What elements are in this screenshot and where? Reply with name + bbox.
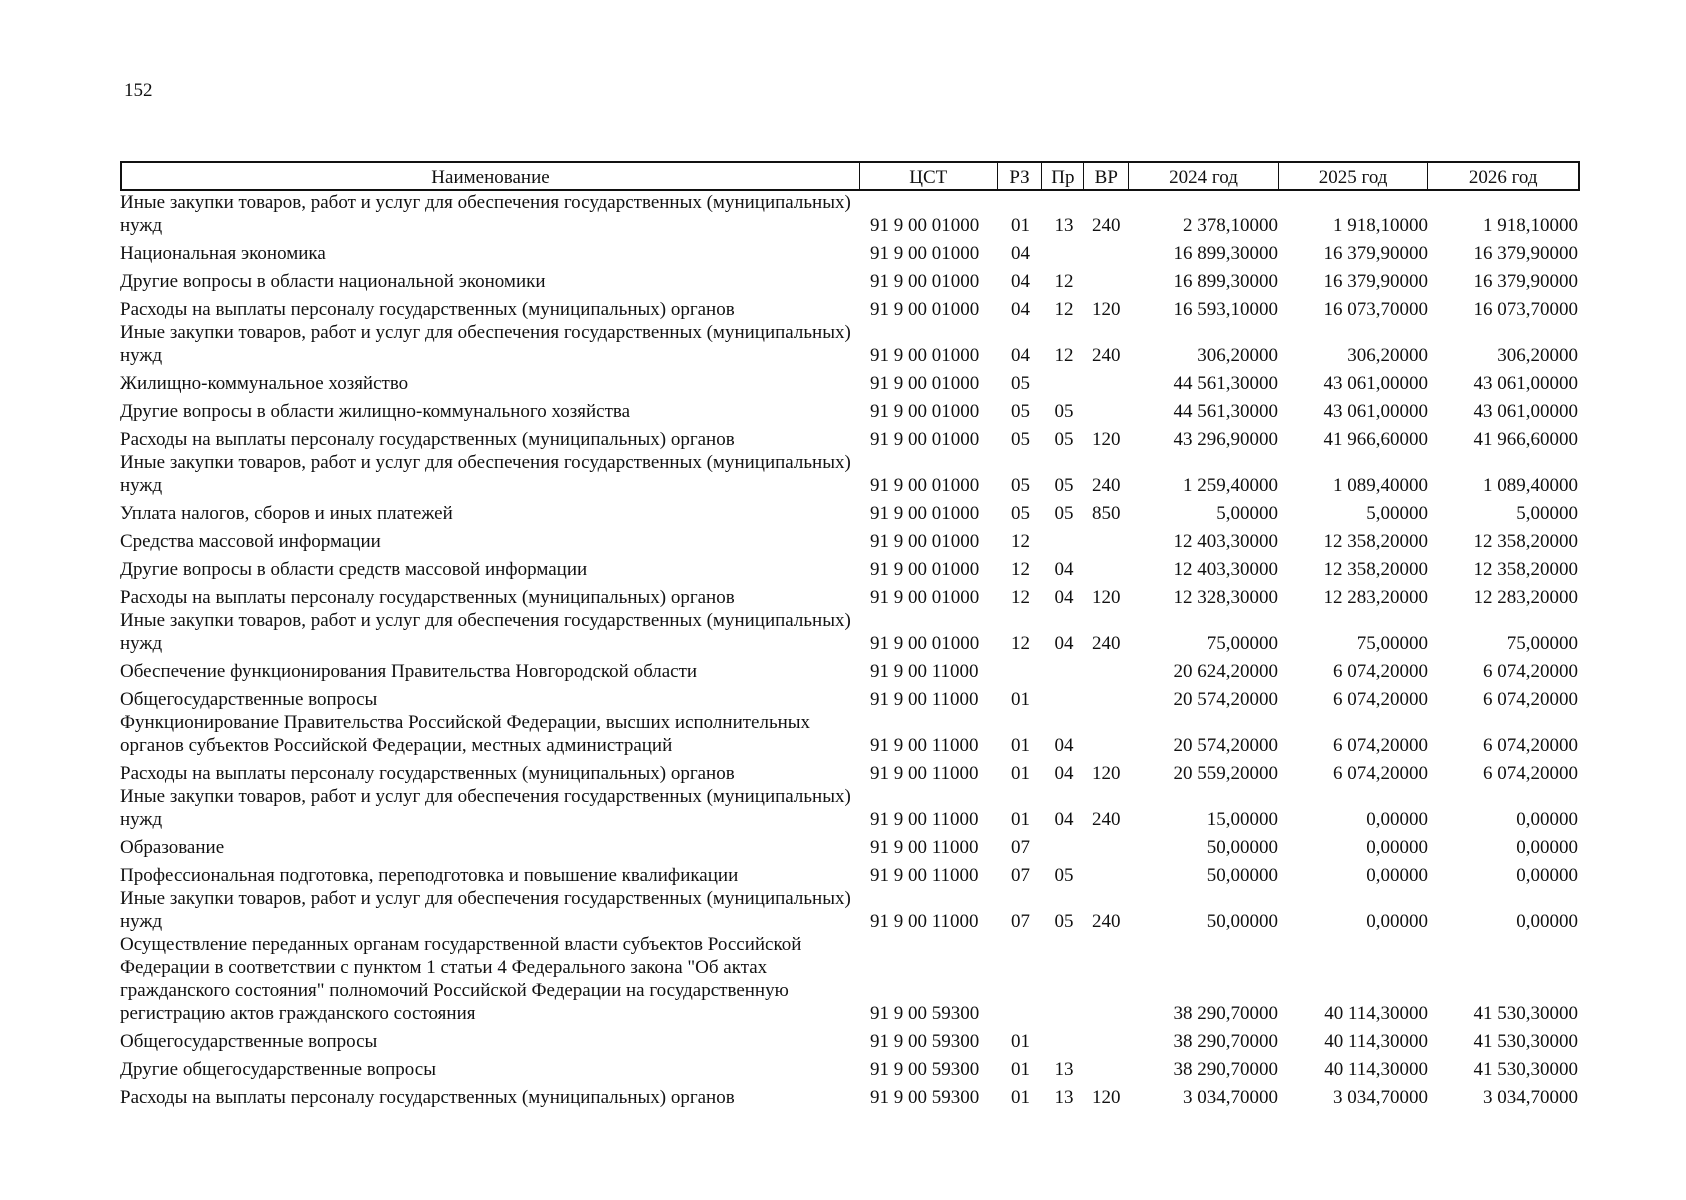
row-2026: 5,00000	[1516, 503, 1578, 524]
row-2026: 41 530,30000	[1473, 1059, 1578, 1080]
row-name: Профессиональная подготовка, переподготовка и повышение квалификации	[120, 865, 739, 886]
row-2026: 6 074,20000	[1483, 689, 1578, 710]
row-name: Функционирование Правительства Российской Федерации, высших исполнительных органов субъектов Российской Федерации, местных администраций	[120, 712, 811, 756]
row-cst: 91 9 00 59300	[870, 1003, 980, 1024]
row-2025: 6 074,20000	[1333, 735, 1428, 756]
row-rz: 01	[1011, 689, 1030, 710]
row-name: Иные закупки товаров, работ и услуг для обеспечения государственных (муниципальных) нужд	[120, 786, 851, 830]
table-row	[120, 293, 1580, 321]
row-2026: 6 074,20000	[1483, 763, 1578, 784]
row-2024: 16 899,30000	[1173, 271, 1278, 292]
row-vr: 240	[1092, 215, 1121, 236]
row-rz: 04	[1011, 271, 1030, 292]
row-2026: 16 073,70000	[1473, 299, 1578, 320]
row-pr: 12	[1054, 345, 1074, 366]
row-pr: 04	[1054, 587, 1074, 608]
row-name: Иные закупки товаров, работ и услуг для обеспечения государственных (муниципальных) нужд	[120, 192, 851, 236]
row-cst: 91 9 00 59300	[870, 1059, 980, 1080]
table-row	[120, 757, 1580, 785]
row-name: Национальная экономика	[120, 243, 326, 264]
row-pr: 04	[1054, 809, 1074, 830]
row-name: Осуществление переданных органам государственной власти субъектов Российской Федерации в соответствии с пунктом 1 статьи 4 Федерального закона "Об актах гражданского состояния" полномочий Российской Федерации на государственную регистрацию актов гражданского состояния	[120, 934, 802, 1024]
row-cst: 91 9 00 11000	[870, 735, 979, 756]
row-2024: 50,00000	[1206, 837, 1278, 858]
row-2024: 16 899,30000	[1173, 243, 1278, 264]
row-2026: 0,00000	[1516, 865, 1578, 886]
row-cst: 91 9 00 01000	[870, 243, 980, 264]
row-pr: 04	[1054, 633, 1074, 654]
row-rz: 12	[1011, 559, 1030, 580]
row-name: Расходы на выплаты персоналу государственных (муниципальных) органов	[120, 429, 735, 450]
row-2025: 43 061,00000	[1323, 373, 1428, 394]
header-vr: ВР	[1084, 163, 1129, 189]
row-cst: 91 9 00 59300	[870, 1031, 980, 1052]
table-row	[120, 831, 1580, 859]
row-pr: 04	[1054, 735, 1074, 756]
row-cst: 91 9 00 01000	[870, 271, 980, 292]
table-row	[120, 785, 1580, 831]
table-row	[120, 683, 1580, 711]
row-2026: 1 918,10000	[1483, 215, 1578, 236]
row-pr: 04	[1054, 559, 1074, 580]
row-2025: 40 114,30000	[1324, 1031, 1428, 1052]
row-cst: 91 9 00 01000	[870, 531, 980, 552]
row-pr: 13	[1054, 1087, 1074, 1108]
table-row	[120, 859, 1580, 887]
row-cst: 91 9 00 11000	[870, 661, 979, 682]
page-number: 152	[124, 80, 153, 101]
row-2026: 1 089,40000	[1483, 475, 1578, 496]
table-row	[120, 655, 1580, 683]
row-2026: 12 358,20000	[1473, 559, 1578, 580]
row-2024: 12 328,30000	[1173, 587, 1278, 608]
row-cst: 91 9 00 01000	[870, 401, 980, 422]
row-cst: 91 9 00 11000	[870, 689, 979, 710]
table-row	[120, 1081, 1580, 1109]
row-2025: 5,00000	[1366, 503, 1428, 524]
row-name: Другие общегосударственные вопросы	[120, 1059, 436, 1080]
row-2026: 41 966,60000	[1473, 429, 1578, 450]
row-name: Жилищно-коммунальное хозяйство	[120, 373, 409, 394]
header-cst: ЦСТ	[860, 163, 998, 189]
header-2025: 2025 год	[1279, 163, 1429, 189]
header-2024: 2024 год	[1129, 163, 1279, 189]
row-rz: 01	[1011, 763, 1030, 784]
row-cst: 91 9 00 11000	[870, 763, 979, 784]
row-name: Расходы на выплаты персоналу государственных (муниципальных) органов	[120, 763, 735, 784]
row-2024: 3 034,70000	[1183, 1087, 1278, 1108]
row-cst: 91 9 00 11000	[870, 865, 979, 886]
row-rz: 12	[1011, 633, 1030, 654]
table-row	[120, 367, 1580, 395]
row-cst: 91 9 00 01000	[870, 373, 980, 394]
header-2026: 2026 год	[1468, 167, 1538, 188]
row-2026: 0,00000	[1516, 809, 1578, 830]
row-2025: 0,00000	[1366, 809, 1428, 830]
row-vr: 120	[1092, 587, 1121, 608]
table-row	[120, 237, 1580, 265]
row-2026: 75,00000	[1506, 633, 1578, 654]
row-cst: 91 9 00 01000	[870, 215, 980, 236]
row-cst: 91 9 00 11000	[870, 837, 979, 858]
row-rz: 04	[1011, 345, 1030, 366]
row-2024: 20 559,20000	[1173, 763, 1278, 784]
row-pr: 05	[1054, 911, 1074, 932]
row-rz: 07	[1011, 837, 1030, 858]
row-pr: 12	[1054, 299, 1074, 320]
row-rz: 05	[1011, 503, 1030, 524]
row-rz: 05	[1011, 475, 1030, 496]
row-rz: 05	[1011, 373, 1030, 394]
row-2024: 38 290,70000	[1173, 1059, 1278, 1080]
row-name: Иные закупки товаров, работ и услуг для обеспечения государственных (муниципальных) нужд	[120, 452, 851, 496]
row-2026: 16 379,90000	[1473, 243, 1578, 264]
row-vr: 120	[1092, 429, 1121, 450]
row-2025: 3 034,70000	[1333, 1087, 1428, 1108]
row-2025: 16 379,90000	[1323, 243, 1428, 264]
table-row	[120, 887, 1580, 933]
table-body	[120, 191, 1580, 1109]
row-pr: 05	[1054, 865, 1074, 886]
row-vr: 120	[1092, 763, 1121, 784]
table-row	[120, 497, 1580, 525]
row-rz: 01	[1011, 215, 1030, 236]
row-vr: 850	[1092, 503, 1121, 524]
row-2025: 6 074,20000	[1333, 763, 1428, 784]
table-row	[120, 265, 1580, 293]
row-pr: 05	[1054, 429, 1074, 450]
row-vr: 120	[1092, 1087, 1121, 1108]
row-name: Иные закупки товаров, работ и услуг для обеспечения государственных (муниципальных) нужд	[120, 610, 851, 654]
row-cst: 91 9 00 11000	[870, 911, 979, 932]
row-2025: 75,00000	[1356, 633, 1428, 654]
table-row	[120, 451, 1580, 497]
row-name: Обеспечение функционирования Правительства Новгородской области	[120, 661, 698, 682]
row-pr: 04	[1054, 763, 1074, 784]
header-pr: Пр	[1042, 163, 1084, 189]
row-name: Средства массовой информации	[120, 531, 381, 552]
row-2024: 2 378,10000	[1183, 215, 1278, 236]
row-2025: 0,00000	[1366, 911, 1428, 932]
row-vr: 240	[1092, 809, 1121, 830]
row-cst: 91 9 00 59300	[870, 1087, 980, 1108]
row-cst: 91 9 00 01000	[870, 429, 980, 450]
row-pr: 13	[1054, 215, 1074, 236]
row-2025: 1 089,40000	[1333, 475, 1428, 496]
row-rz: 01	[1011, 1031, 1030, 1052]
row-2024: 43 296,90000	[1173, 429, 1278, 450]
row-2025: 12 358,20000	[1323, 559, 1428, 580]
row-2025: 0,00000	[1366, 837, 1428, 858]
row-rz: 07	[1011, 911, 1030, 932]
row-2025: 0,00000	[1366, 865, 1428, 886]
table-header	[120, 161, 1580, 191]
row-cst: 91 9 00 01000	[870, 559, 980, 580]
row-vr: 120	[1092, 299, 1121, 320]
row-2025: 306,20000	[1347, 345, 1428, 366]
row-2026: 3 034,70000	[1483, 1087, 1578, 1108]
row-cst: 91 9 00 01000	[870, 587, 980, 608]
row-2026: 12 358,20000	[1473, 531, 1578, 552]
row-2024: 12 403,30000	[1173, 559, 1278, 580]
row-cst: 91 9 00 01000	[870, 503, 980, 524]
row-2024: 20 574,20000	[1173, 689, 1278, 710]
header-rz: РЗ	[998, 163, 1043, 189]
row-2026: 0,00000	[1516, 837, 1578, 858]
row-rz: 01	[1011, 1087, 1030, 1108]
row-2024: 306,20000	[1197, 345, 1278, 366]
row-name: Уплата налогов, сборов и иных платежей	[120, 503, 453, 524]
row-name: Образование	[120, 837, 225, 858]
row-vr: 240	[1092, 911, 1121, 932]
row-rz: 05	[1011, 401, 1030, 422]
row-vr: 240	[1092, 475, 1121, 496]
row-2025: 12 358,20000	[1323, 531, 1428, 552]
row-2025: 40 114,30000	[1324, 1003, 1428, 1024]
table-row	[120, 525, 1580, 553]
table-row	[120, 581, 1580, 609]
row-cst: 91 9 00 01000	[870, 475, 980, 496]
row-rz: 05	[1011, 429, 1030, 450]
row-vr: 240	[1092, 633, 1121, 654]
row-2026: 6 074,20000	[1483, 661, 1578, 682]
row-2026: 16 379,90000	[1473, 271, 1578, 292]
row-2024: 15,00000	[1206, 809, 1278, 830]
row-rz: 01	[1011, 735, 1030, 756]
row-2025: 12 283,20000	[1323, 587, 1428, 608]
row-cst: 91 9 00 11000	[870, 809, 979, 830]
row-2024: 38 290,70000	[1173, 1003, 1278, 1024]
table-row	[120, 553, 1580, 581]
row-rz: 01	[1011, 1059, 1030, 1080]
row-name: Расходы на выплаты персоналу государственных (муниципальных) органов	[120, 299, 735, 320]
row-2024: 16 593,10000	[1173, 299, 1278, 320]
row-2024: 12 403,30000	[1173, 531, 1278, 552]
row-2025: 41 966,60000	[1323, 429, 1428, 450]
row-2024: 50,00000	[1206, 865, 1278, 886]
row-2026: 43 061,00000	[1473, 401, 1578, 422]
table-row	[120, 933, 1580, 1025]
row-2024: 50,00000	[1206, 911, 1278, 932]
row-name: Общегосударственные вопросы	[120, 1031, 378, 1052]
header-name: Наименование	[122, 163, 860, 189]
row-2026: 41 530,30000	[1473, 1031, 1578, 1052]
row-2024: 20 624,20000	[1173, 661, 1278, 682]
row-2024: 1 259,40000	[1183, 475, 1278, 496]
row-2024: 44 561,30000	[1173, 401, 1278, 422]
row-2026: 12 283,20000	[1473, 587, 1578, 608]
row-2025: 1 918,10000	[1333, 215, 1428, 236]
row-pr: 05	[1054, 475, 1074, 496]
row-2024: 20 574,20000	[1173, 735, 1278, 756]
row-pr: 12	[1054, 271, 1074, 292]
row-2025: 40 114,30000	[1324, 1059, 1428, 1080]
row-2024: 5,00000	[1216, 503, 1278, 524]
row-rz: 04	[1011, 299, 1030, 320]
row-rz: 01	[1011, 809, 1030, 830]
row-2026: 0,00000	[1516, 911, 1578, 932]
row-name: Иные закупки товаров, работ и услуг для обеспечения государственных (муниципальных) нужд	[120, 322, 851, 366]
row-vr: 240	[1092, 345, 1121, 366]
row-2026: 6 074,20000	[1483, 735, 1578, 756]
row-2024: 44 561,30000	[1173, 373, 1278, 394]
row-name: Иные закупки товаров, работ и услуг для обеспечения государственных (муниципальных) нужд	[120, 888, 851, 932]
row-rz: 12	[1011, 531, 1030, 552]
row-pr: 05	[1054, 503, 1074, 524]
row-name: Общегосударственные вопросы	[120, 689, 378, 710]
row-name: Расходы на выплаты персоналу государственных (муниципальных) органов	[120, 587, 735, 608]
table-row	[120, 423, 1580, 451]
table-row	[120, 609, 1580, 655]
row-2024: 38 290,70000	[1173, 1031, 1278, 1052]
row-name: Другие вопросы в области национальной экономики	[120, 271, 546, 292]
row-rz: 07	[1011, 865, 1030, 886]
row-2025: 6 074,20000	[1333, 661, 1428, 682]
table-row	[120, 1053, 1580, 1081]
budget-table	[120, 161, 1580, 1109]
row-name: Расходы на выплаты персоналу государственных (муниципальных) органов	[120, 1087, 735, 1108]
row-pr: 05	[1054, 401, 1074, 422]
row-2026: 41 530,30000	[1473, 1003, 1578, 1024]
table-row	[120, 711, 1580, 757]
row-rz: 04	[1011, 243, 1030, 264]
row-cst: 91 9 00 01000	[870, 633, 980, 654]
table-row	[120, 395, 1580, 423]
row-2025: 6 074,20000	[1333, 689, 1428, 710]
row-2025: 16 379,90000	[1323, 271, 1428, 292]
row-cst: 91 9 00 01000	[870, 299, 980, 320]
row-pr: 13	[1054, 1059, 1074, 1080]
table-row	[120, 321, 1580, 367]
row-name: Другие вопросы в области средств массовой информации	[120, 559, 588, 580]
row-name: Другие вопросы в области жилищно-коммунального хозяйства	[120, 401, 631, 422]
table-row	[120, 1025, 1580, 1053]
row-2024: 75,00000	[1206, 633, 1278, 654]
row-2025: 16 073,70000	[1323, 299, 1428, 320]
row-2026: 43 061,00000	[1473, 373, 1578, 394]
row-cst: 91 9 00 01000	[870, 345, 980, 366]
row-2026: 306,20000	[1497, 345, 1578, 366]
row-rz: 12	[1011, 587, 1030, 608]
table-row	[120, 191, 1580, 237]
row-2025: 43 061,00000	[1323, 401, 1428, 422]
